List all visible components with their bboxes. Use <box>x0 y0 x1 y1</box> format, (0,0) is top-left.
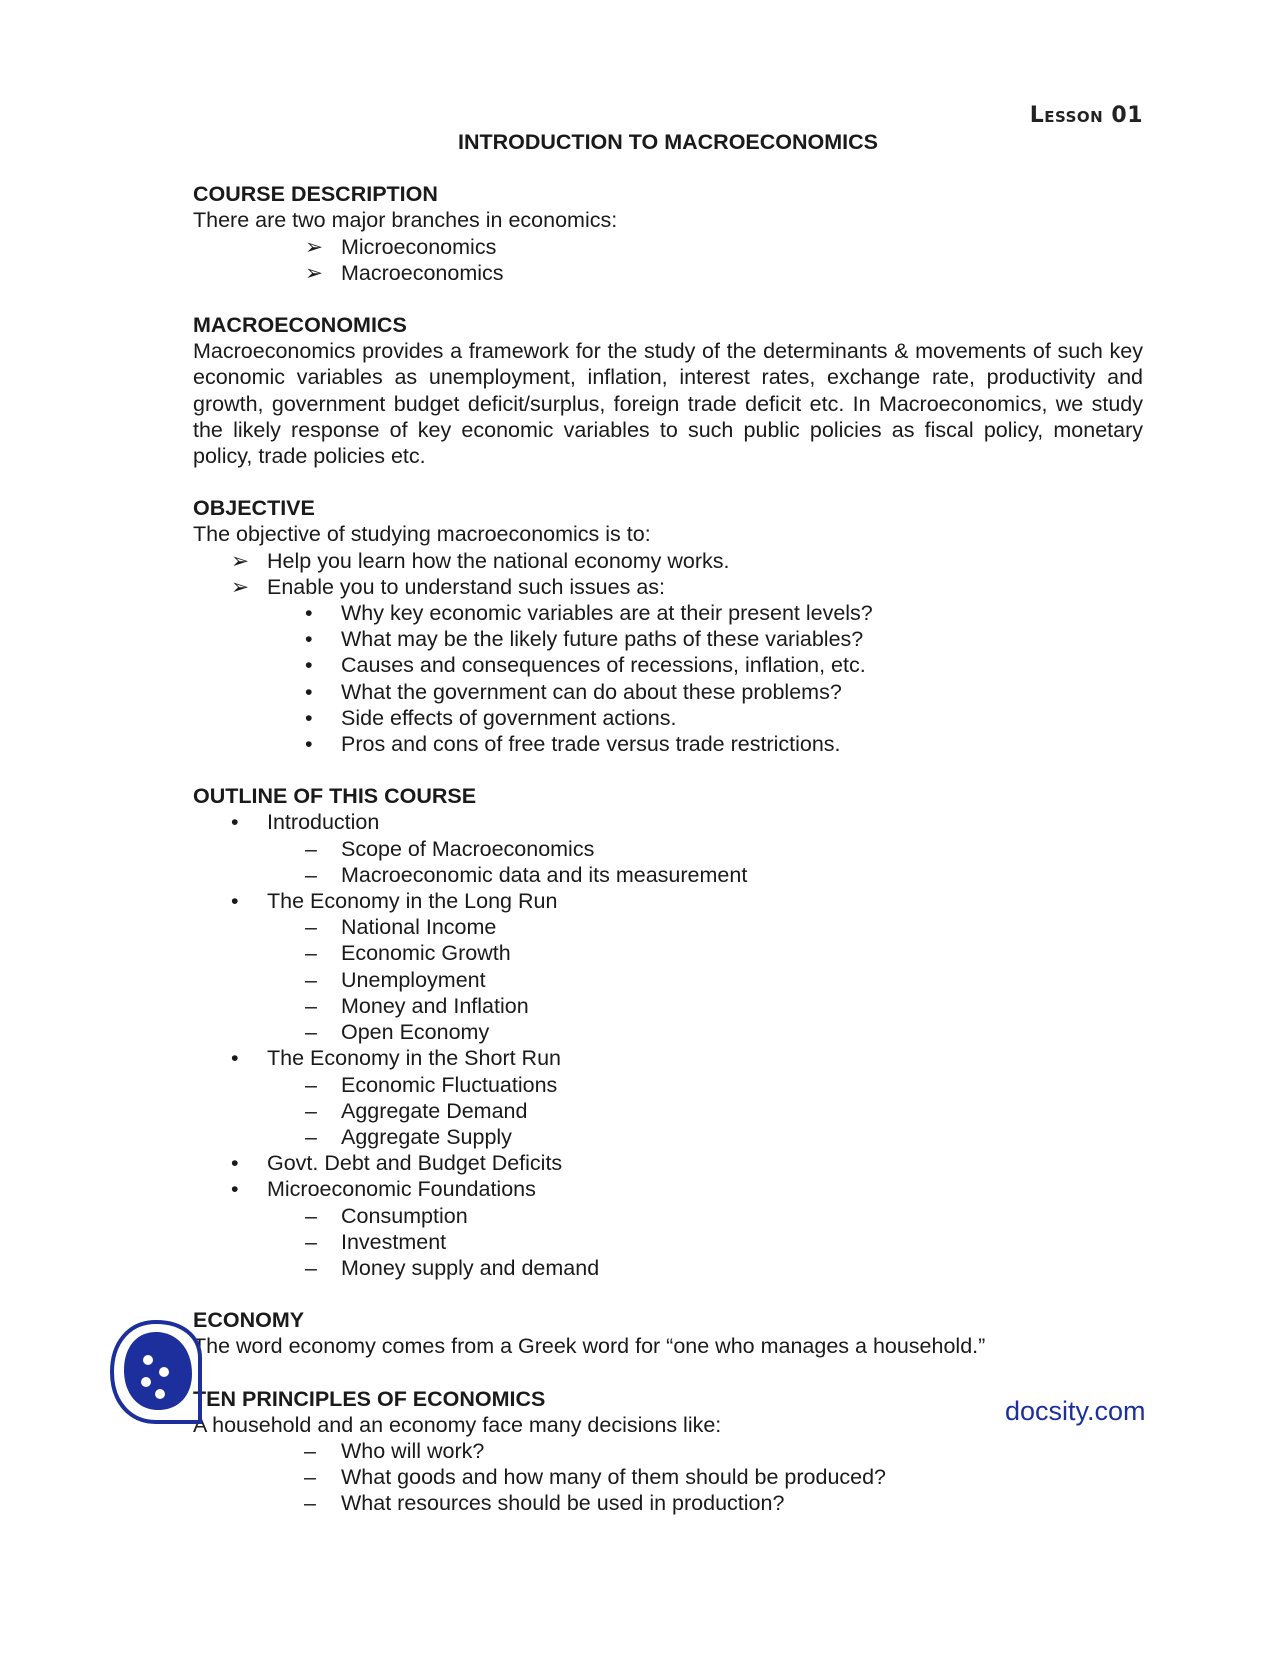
dash-icon: – <box>305 1229 317 1254</box>
dash-icon: – <box>305 1072 317 1097</box>
outline-subtopic: – Open Economy <box>305 1020 490 1045</box>
objective-section <box>193 495 1143 757</box>
outline-topic: • Microeconomic Foundations – Consumption – Investment – Money supply and demand <box>193 1176 1143 1281</box>
bullet-icon: • <box>305 653 313 678</box>
bullet-icon: • <box>305 627 313 652</box>
macroeconomics-section <box>193 312 1143 469</box>
dash-icon: – <box>305 967 317 992</box>
dash-icon: – <box>304 1438 316 1463</box>
outline-topic: • Govt. Debt and Budget Deficits <box>231 1151 563 1176</box>
objective-text: The objective of studying macroeconomics is to: <box>193 522 651 547</box>
arrow-bullet-icon: ➢ <box>231 548 250 573</box>
list-item: – Who will work? <box>304 1438 485 1463</box>
outline-subtopic: – Investment <box>305 1229 447 1254</box>
macroeconomics-text: Macroeconomics provides a framework for the study of the determinants & movements of such key economic variables as unemployment, inflation, interest rates, exchange rate, productivity and growth, government budget deficit/surplus, foreign trade deficit etc. In Macroeconomics, we study the likely response of key economic variables to such public policies as fiscal policy, monetary policy, trade policies etc. <box>193 339 1143 469</box>
list-item: • Pros and cons of free trade versus trade restrictions. <box>305 732 841 757</box>
outline-subtopic: – Economic Fluctuations <box>305 1072 558 1097</box>
outline-subtopic: – Money supply and demand <box>305 1255 600 1280</box>
dash-icon: – <box>305 1020 317 1045</box>
dash-icon: – <box>305 836 317 861</box>
bullet-icon: • <box>231 810 239 835</box>
ten-principles-section <box>193 1386 1143 1517</box>
outline-heading: OUTLINE OF THIS COURSE <box>193 784 477 809</box>
objective-heading: OBJECTIVE <box>193 496 315 521</box>
course-description-heading: COURSE DESCRIPTION <box>193 182 438 207</box>
course-description-section <box>193 181 1143 286</box>
course-description-text: There are two major branches in economics: <box>193 208 618 233</box>
arrow-bullet-icon: ➢ <box>231 574 250 599</box>
bullet-icon: • <box>305 732 313 757</box>
outline-subtopic: – Aggregate Demand <box>305 1098 528 1123</box>
bullet-icon: • <box>231 1177 239 1202</box>
list-item: ➢ Macroeconomics <box>305 260 504 285</box>
ten-principles-heading: TEN PRINCIPLES OF ECONOMICS <box>193 1386 546 1411</box>
bullet-icon: • <box>231 889 239 914</box>
economy-section <box>193 1307 1143 1359</box>
objective-list <box>193 548 1143 600</box>
outline-subtopic: – Consumption <box>305 1203 468 1228</box>
docsity-brand-link[interactable]: docsity.com <box>1005 1396 1146 1426</box>
outline-topic: • The Economy in the Long Run – National Income – Economic Growth – Unemployment – Money and Inflation – Open Economy <box>193 888 1143 1045</box>
list-item: • Side effects of government actions. <box>305 705 677 730</box>
arrow-bullet-icon: ➢ <box>305 234 324 259</box>
outline-subtopic: – National Income <box>305 915 497 940</box>
bullet-icon: • <box>231 1151 239 1176</box>
bullet-icon: • <box>231 1046 239 1071</box>
outline-section <box>193 783 1143 1281</box>
outline-topic: • The Economy in the Short Run – Economic Fluctuations – Aggregate Demand – Aggregate Supply <box>193 1045 1143 1150</box>
ten-principles-text: A household and an economy face many decisions like: <box>193 1412 722 1437</box>
bullet-icon: • <box>305 705 313 730</box>
list-item: • Why key economic variables are at their present levels? <box>305 601 873 626</box>
decisions-list <box>193 1438 1143 1517</box>
list-item: – What goods and how many of them should be produced? <box>304 1465 887 1490</box>
list-item: • Causes and consequences of recessions, inflation, etc. <box>305 653 866 678</box>
dash-icon: – <box>305 1203 317 1228</box>
dash-icon: – <box>304 1491 316 1516</box>
document-page <box>193 102 1143 1517</box>
outline-list <box>193 809 1143 1281</box>
issues-list <box>193 600 1143 757</box>
lesson-label: Lesson 01 <box>1029 103 1143 128</box>
economy-text: The word economy comes from a Greek word for “one who manages a household.” <box>193 1334 986 1359</box>
dash-icon: – <box>305 915 317 940</box>
outline-topic: • Introduction – Scope of Macroeconomics – Macroeconomic data and its measurement <box>193 809 1143 888</box>
list-item: ➢ Microeconomics <box>305 234 497 259</box>
outline-subtopic: – Macroeconomic data and its measurement <box>305 862 748 887</box>
dash-icon: – <box>305 862 317 887</box>
dash-icon: – <box>305 1098 317 1123</box>
macroeconomics-heading: MACROECONOMICS <box>193 313 407 338</box>
list-item: ➢ Enable you to understand such issues as: <box>231 574 666 599</box>
outline-subtopic: – Scope of Macroeconomics <box>305 836 595 861</box>
dash-icon: – <box>305 1124 317 1149</box>
economy-heading: ECONOMY <box>193 1308 305 1333</box>
branches-list <box>193 234 1143 286</box>
dash-icon: – <box>305 993 317 1018</box>
outline-subtopic: – Money and Inflation <box>305 993 529 1018</box>
dash-icon: – <box>305 1255 317 1280</box>
page-title: INTRODUCTION TO MACROECONOMICS <box>457 130 879 154</box>
outline-subtopic: – Unemployment <box>305 967 486 992</box>
bullet-icon: • <box>305 679 313 704</box>
bullet-icon: • <box>305 601 313 626</box>
list-item: ➢ Help you learn how the national economy works. <box>231 548 730 573</box>
dash-icon: – <box>305 941 317 966</box>
arrow-bullet-icon: ➢ <box>305 260 324 285</box>
list-item: • What the government can do about these problems? <box>305 679 842 704</box>
list-item: – What resources should be used in production? <box>304 1491 785 1516</box>
docsity-logo-icon <box>110 1318 202 1426</box>
list-item: • What may be the likely future paths of these variables? <box>305 627 864 652</box>
outline-subtopic: – Economic Growth <box>305 941 511 966</box>
outline-subtopic: – Aggregate Supply <box>305 1124 512 1149</box>
dash-icon: – <box>304 1465 316 1490</box>
